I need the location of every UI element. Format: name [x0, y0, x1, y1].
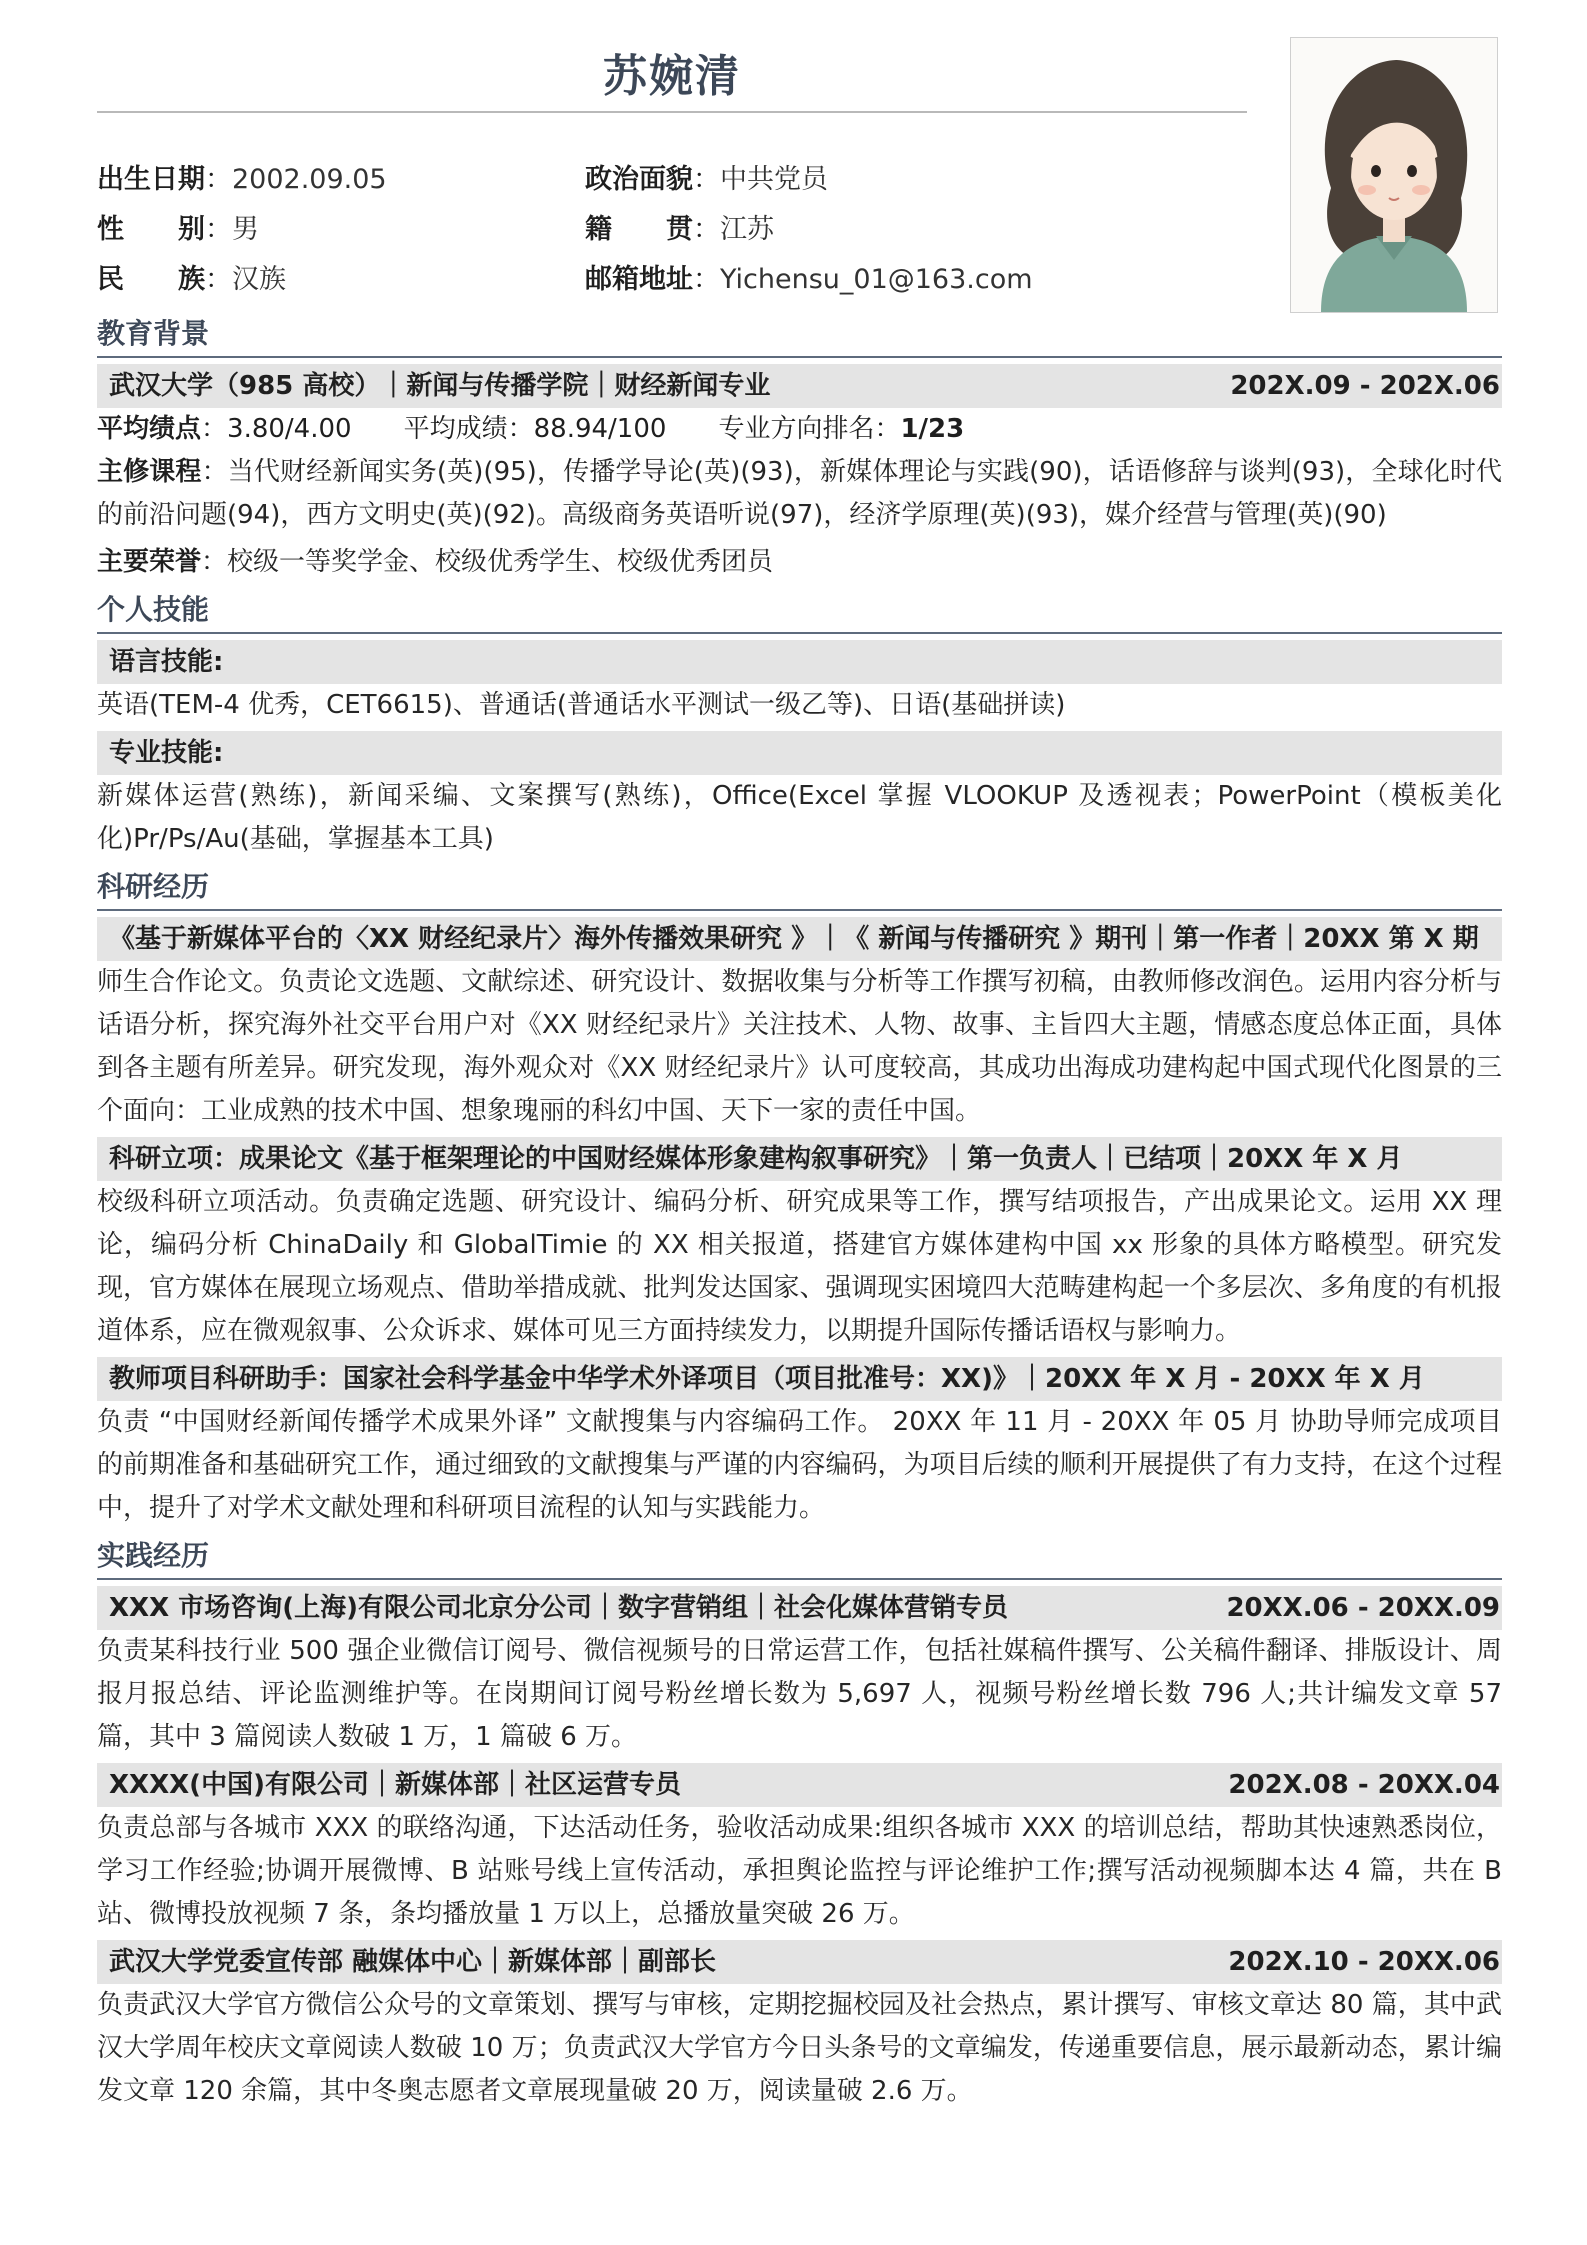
profile-photo: [1290, 37, 1498, 313]
resume-content: [97, 308, 1502, 2117]
practice-item-header: 武汉大学党委宣传部 融媒体中心｜新媒体部｜副部长 202X.10 - 20XX.06: [97, 1940, 1502, 1984]
ethnicity-field: 民 族 ： 汉族: [97, 255, 585, 305]
major-rank: 专业方向排名：1/23: [718, 414, 965, 444]
name-divider: [97, 111, 1247, 113]
practice-item-date: 202X.10 - 20XX.06: [1228, 1947, 1500, 1977]
practice-item-header: XXXX(中国)有限公司｜新媒体部｜社区运营专员 202X.08 - 20XX.04: [97, 1763, 1502, 1807]
gpa: 平均绩点：3.80/4.00: [97, 414, 352, 444]
candidate-name: 苏婉清: [603, 51, 741, 102]
research-item-header: 科研立项：成果论文《基于框架理论的中国财经媒体形象建构叙事研究》｜第一负责人｜已结项｜20XX 年 X 月: [97, 1137, 1502, 1181]
birthdate-label: 出生日期: [97, 164, 205, 195]
practice-item-body: 负责武汉大学官方微信公众号的文章策划、撰写与审核，定期挖掘校园及社会热点，累计撰写、审核文章达 80 篇，其中武汉大学周年校庆文章阅读人数破 10 万；负责武汉大学官方今日头条号的文章编发，传递重要信息，展示最新动态，累计编发文章 120 余篇，其中冬奥志愿者文章展现量破 20 万，阅读量破 2.6 万。: [97, 1990, 1502, 2106]
research-item-body: 校级科研立项活动。负责确定选题、研究设计、编码分析、研究成果等工作，撰写结项报告，产出成果论文。运用 XX 理论，编码分析 ChinaDaily 和 GlobalTimie 的 XX 相关报道，搭建官方媒体建构中国 xx 形象的具体方略模型。研究发现，官方媒体在展现立场观点、借助举措成就、批判发达国家、强调现实困境四大范畴建构起一个多层次、多角度的有机报道体系，应在微观叙事、公众诉求、媒体可见三方面持续发力，以期提升国际传播话语权与影响力。: [97, 1187, 1502, 1346]
language-skills: 英语(TEM-4 优秀，CET6615)、普通话(普通话水平测试一级乙等)、日语(基础拼读): [97, 690, 1066, 720]
research-item-header: 《基于新媒体平台的〈XX 财经纪录片〉海外传播效果研究 》｜《 新闻与传播研究 》期刊｜第一作者｜20XX 第 X 期: [97, 917, 1502, 961]
practice-item-header: XXX 市场咨询(上海)有限公司北京分公司｜数字营销组｜社会化媒体营销专员 20XX.06 - 20XX.09: [97, 1586, 1502, 1630]
personal-info: [97, 155, 1247, 305]
research-item-body: 负责 “中国财经新闻传播学术成果外译” 文献搜集与内容编码工作。 20XX 年 11 月 - 20XX 年 05 月 协助导师完成项目的前期准备和基础研究工作，通过细致的文献搜集与严谨的内容编码，为项目后续的顺利开展提供了有力支持，在这个过程中，提升了对学术文献处理和科研项目流程的认知与实践能力。: [97, 1407, 1502, 1523]
practice-item-date: 20XX.06 - 20XX.09: [1226, 1593, 1500, 1623]
research-item-body: 师生合作论文。负责论文选题、文献综述、研究设计、数据收集与分析等工作撰写初稿，由教师修改润色。运用内容分析与话语分析，探究海外社交平台用户对《XX 财经纪录片》关注技术、人物、故事、主旨四大主题，情感态度总体正面，具体到各主题有所差异。研究发现，海外观众对《XX 财经纪录片》认可度较高，其成功出海成功建构起中国式现代化图景的三个面向：工业成熟的技术中国、想象瑰丽的科幻中国、天下一家的责任中国。: [97, 967, 1502, 1126]
gender-field: 性 别 ： 男: [97, 205, 585, 255]
practice-item-body: 负责某科技行业 500 强企业微信订阅号、微信视频号的日常运营工作，包括社媒稿件撰写、公关稿件翻译、排版设计、周报月报总结、评论监测维护等。在岗期间订阅号粉丝增长数为 5,697 人，视频号粉丝增长数 796 人;共计编发文章 57 篇，其中 3 篇阅读人数破 1 万，1 篇破 6 万。: [97, 1636, 1502, 1752]
political-status-value: 中共党员: [720, 164, 828, 195]
gender-value: 男: [232, 214, 259, 245]
political-status-field: 政治面貌 ： 中共党员: [585, 155, 1073, 205]
hometown-label: 籍 贯: [585, 214, 693, 245]
education-courses: 主修课程：当代财经新闻实务(英)(95)，传播学导论(英)(93)，新媒体理论与实践(90)，话语修辞与谈判(93)，全球化时代的前沿问题(94)，西方文明史(英)(92)。高级商务英语听说(97)，经济学原理(英)(93)，媒介经营与管理(英)(90): [97, 457, 1502, 530]
professional-skills: 新媒体运营(熟练)，新闻采编、文案撰写(熟练)，Office(Excel 掌握 VLOOKUP 及透视表；PowerPoint（模板美化化)Pr/Ps/Au(基础，掌握基本工具): [97, 781, 1502, 854]
average-score: 平均成绩：88.94/100: [403, 414, 667, 444]
skills-section-title: 个人技能: [97, 588, 1502, 634]
practice-section-title: 实践经历: [97, 1534, 1502, 1580]
education-date: 202X.09 - 202X.06: [1230, 371, 1500, 401]
ethnicity-label: 民 族: [97, 264, 205, 295]
education-honors: 主要荣誉：校级一等奖学金、校级优秀学生、校级优秀团员: [97, 547, 774, 577]
email-label: 邮箱地址: [585, 264, 693, 295]
political-status-label: 政治面貌: [585, 164, 693, 195]
email-value[interactable]: Yichensu_01@163.com: [720, 264, 1033, 295]
education-section-title: 教育背景: [97, 312, 1502, 358]
email-field: 邮箱地址 ： Yichensu_01@163.com: [585, 255, 1073, 305]
birthdate-field: 出生日期 ： 2002.09.05: [97, 155, 585, 205]
hometown-field: 籍 贯 ： 江苏: [585, 205, 1073, 255]
professional-skills-header: 专业技能:: [97, 731, 1502, 775]
education-school: 武汉大学（985 高校）｜新闻与传播学院｜财经新闻专业: [109, 371, 771, 401]
language-skills-header: 语言技能:: [97, 640, 1502, 684]
research-item-header: 教师项目科研助手：国家社会科学基金中华学术外译项目（项目批准号：XX)》｜20XX 年 X 月 - 20XX 年 X 月: [97, 1357, 1502, 1401]
hometown-value: 江苏: [720, 214, 774, 245]
practice-item-body: 负责总部与各城市 XXX 的联络沟通，下达活动任务，验收活动成果:组织各城市 XXX 的培训总结，帮助其快速熟悉岗位，学习工作经验;协调开展微博、B 站账号线上宣传活动，承担舆论监控与评论维护工作;撰写活动视频脚本达 4 篇，共在 B 站、微博投放视频 7 条，条均播放量 1 万以上，总播放量突破 26 万。: [97, 1813, 1502, 1929]
gender-label: 性 别: [97, 214, 205, 245]
birthdate-value: 2002.09.05: [232, 164, 387, 195]
education-header: [97, 364, 1502, 408]
practice-item-date: 202X.08 - 20XX.04: [1228, 1770, 1500, 1800]
ethnicity-value: 汉族: [232, 264, 286, 295]
research-section-title: 科研经历: [97, 865, 1502, 911]
education-scores: [97, 408, 1502, 451]
